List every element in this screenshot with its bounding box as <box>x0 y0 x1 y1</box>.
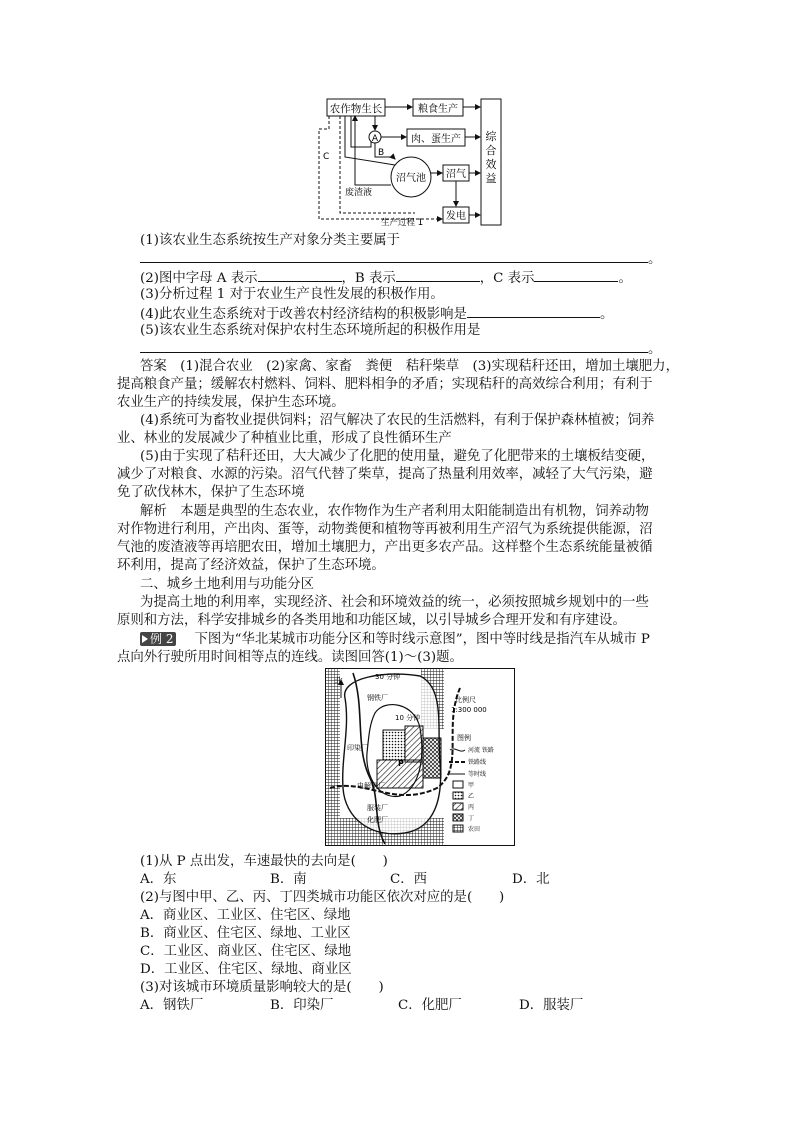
zone-bing <box>405 726 423 762</box>
q5-line: (5)该农业生态系统对保护农村生态环境所起的积极作用是 <box>140 323 481 338</box>
mc-q2: (2)与图中甲、乙、丙、丁四类城市功能区依次对应的是( ) <box>140 890 505 905</box>
analysis-line-2: 对作物进行利用，产出肉、蛋等，动物粪便和植物等再被利用生产沼气为系统提供能源，沼 <box>117 522 653 537</box>
legend-yi: 乙 <box>468 793 475 800</box>
example-tag: 例 2 <box>140 632 176 646</box>
scale-value: 1:300 000 <box>451 706 487 714</box>
mc-q1-opt-d[interactable]: D．北 <box>512 872 550 887</box>
q5-answer-line: 。 <box>140 339 661 358</box>
zone-jia <box>383 730 405 760</box>
biogas-label: 沼气 <box>446 169 466 180</box>
analysis-line-1: 解析 本题是典型的生态农业，农作物作为生产者利用太阳能制造出有机物，饲养动物 <box>140 504 649 519</box>
label-30min: 30 分钟 <box>375 673 401 681</box>
q2-line: (2)图中字母 A 表示 ，B 表示 ，C 表示 。 <box>140 268 632 287</box>
label-clothes: 服装厂 <box>367 804 388 812</box>
mc-q1-opt-b[interactable]: B．南 <box>270 872 307 887</box>
legend-rail: 铁路线 <box>468 759 487 766</box>
example-line-2: 点向外行驶所用时间相等点的连线。读图回答(1)～(3)题。 <box>117 650 463 665</box>
legend-river: 河流 铁路 <box>468 747 494 754</box>
answer-line-2: 提高粮食产量；缓解农村燃料、饲料、肥料相争的矛盾；实现秸秆的高效综合利用；有利于 <box>117 377 653 392</box>
city-function-map <box>325 668 515 846</box>
mc-q1: (1)从 P 点出发，车速最快的去向是( ) <box>140 854 388 869</box>
section2-intro-1: 为提高土地的利用率，实现经济、社会和环境效益的统一，必须按照城乡规划中的一些 <box>140 595 649 610</box>
legend-iso: 等时线 <box>468 771 487 778</box>
legend-farm-icon <box>453 825 463 832</box>
q3-line: (3)分析过程 1 对于农业生产良性发展的积极作用。 <box>140 287 444 302</box>
label-slurry: 废渣液 <box>345 188 373 198</box>
label-dye: 印染厂 <box>347 744 368 752</box>
meat-label: 肉、蛋生产 <box>411 134 461 145</box>
label-c: C <box>323 152 330 162</box>
legend-jia-icon <box>453 781 463 788</box>
q1-prompt: (1)该农业生态系统按生产对象分类主要属于 <box>140 233 400 248</box>
legend-farm: 农田 <box>468 826 481 833</box>
answer-line-8: 免了砍伐林木，保护了生态环境 <box>117 485 305 500</box>
mc-q3: (3)对该城市环境质量影响较大的是( ) <box>140 980 384 995</box>
biogas-pit-label: 沼气池 <box>396 173 426 184</box>
example-line-1: 例 2 下图为“华北某城市功能分区和等时线示意图”，图中等时线是指汽车从城市 P <box>140 631 650 648</box>
scale-label: 比例尺 <box>455 696 476 704</box>
legend-ding: 丁 <box>468 815 475 822</box>
grain-label: 粮食生产 <box>418 104 458 115</box>
label-steel: 钢铁厂 <box>367 694 388 702</box>
q2-blank-b[interactable] <box>396 268 480 282</box>
benefit-char-1: 综 <box>485 130 497 143</box>
zone-ding <box>423 738 441 778</box>
mc-q3-opt-a[interactable]: A．钢铁厂 <box>140 998 204 1013</box>
play-icon <box>142 635 148 643</box>
node-a-label: A <box>371 134 379 144</box>
mc-q1-opt-c[interactable]: C．西 <box>390 872 428 887</box>
power-label: 发电 <box>446 211 466 222</box>
benefit-char-2: 合 <box>485 144 497 157</box>
q1-blank[interactable] <box>140 249 648 263</box>
north-label: 北 <box>334 677 344 687</box>
legend-bing: 丙 <box>468 804 475 811</box>
mc-q1-opt-a[interactable]: A．东 <box>140 872 177 887</box>
analysis-line-4: 环利用，提高了经济效益，保护了生态环境。 <box>117 558 385 573</box>
answer-line-6: (5)由于实现了秸秆还田，大大减少了化肥的使用量，避免了化肥带来的土壤板结变硬， <box>140 449 655 464</box>
analysis-line-3: 气池的废渣液等再培肥农田，增加土壤肥力，产出更多农产品。这样整个生态系统能量被循 <box>117 540 653 555</box>
mc-q3-opt-c[interactable]: C．化肥厂 <box>398 998 462 1013</box>
legend-ding-icon <box>453 814 463 821</box>
crop-label: 农作物生长 <box>329 103 383 115</box>
legend-jia: 甲 <box>468 782 475 789</box>
label-b: B <box>378 148 385 158</box>
benefit-char-3: 效 <box>485 158 497 171</box>
label-p: P <box>398 759 404 768</box>
mc-q2-opt-a[interactable]: A．商业区、工业区、住宅区、绿地 <box>140 908 351 923</box>
legend-bing-icon <box>453 803 463 810</box>
q1-answer-line: 。 <box>140 249 661 268</box>
section2-heading: 二、城乡土地利用与功能分区 <box>140 577 315 592</box>
eco-agriculture-diagram <box>315 95 505 230</box>
legend-title: 图例 <box>457 734 471 742</box>
label-10min: 10 分钟 <box>395 714 421 722</box>
answer-line-1: 答案 (1)混合农业 (2)家禽、家畜 粪便 秸秆柴草 (3)实现秸秆还田，增加土壤肥力， <box>140 359 679 374</box>
label-power: 电解铜厂 <box>357 782 385 790</box>
mc-q2-opt-d[interactable]: D．工业区、住宅区、绿地、商业区 <box>140 962 352 977</box>
label-process1: 生产过程 1 <box>381 218 424 228</box>
answer-line-4: (4)系统可为畜牧业提供饲料；沼气解决了农民的生活燃料，有利于保护森林植被；饲养 <box>140 413 655 428</box>
legend-yi-icon <box>453 792 463 799</box>
mc-q3-opt-b[interactable]: B．印染厂 <box>270 998 334 1013</box>
benefit-char-4: 益 <box>485 172 497 185</box>
q4-line: (4)此农业生态系统对于改善农村经济结构的积极影响是 。 <box>140 304 613 323</box>
q4-blank[interactable] <box>467 304 600 318</box>
mc-q2-opt-b[interactable]: B．商业区、住宅区、绿地、工业区 <box>140 926 351 941</box>
answer-line-5: 业、林业的发展减少了种植业比重，形成了良性循环生产 <box>117 431 452 446</box>
q5-blank[interactable] <box>140 339 648 353</box>
answer-line-3: 农业生产的持续发展，保护生态环境。 <box>117 395 345 410</box>
q2-blank-c[interactable] <box>534 268 618 282</box>
section2-intro-2: 原则和方法，科学安排城乡的各类用地和功能区域，以引导城乡合理开发和有序建设。 <box>117 613 626 628</box>
mc-q2-opt-c[interactable]: C．工业区、商业区、住宅区、绿地 <box>140 944 352 959</box>
answer-line-7: 减少了对粮食、水源的污染。沼气代替了柴草，提高了热量利用效率，减轻了大气污染，避 <box>117 467 653 482</box>
mc-q3-opt-d[interactable]: D．服装厂 <box>519 998 584 1013</box>
q2-blank-a[interactable] <box>258 268 342 282</box>
label-fert: 化肥厂 <box>367 816 388 824</box>
